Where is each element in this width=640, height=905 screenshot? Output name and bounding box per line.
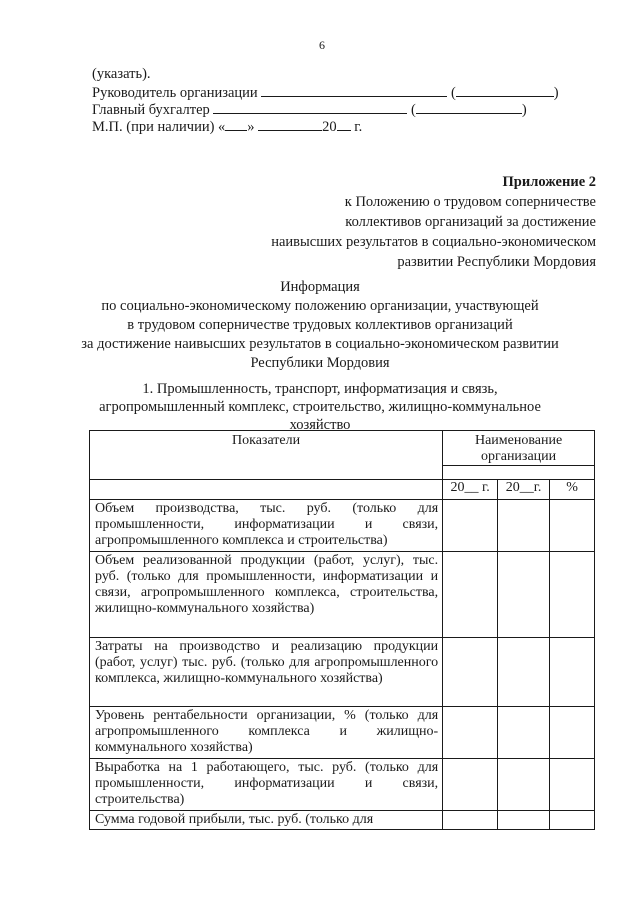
section-line: 1. Промышленность, транспорт, информатизация и связь, (142, 381, 498, 397)
seal-prefix: М.П. (при наличии) « (92, 119, 226, 135)
head-signature-line: Руководитель организации ( ) (92, 85, 559, 101)
head-signature-blank[interactable] (261, 83, 447, 97)
value-cell[interactable] (498, 707, 550, 759)
info-line: по социально-экономическому положению организации, участвующей (101, 298, 539, 314)
value-cell[interactable] (498, 759, 550, 811)
value-cell[interactable] (550, 638, 595, 707)
value-cell[interactable] (498, 552, 550, 638)
appendix-line: к Положению о трудовом соперничестве (344, 194, 596, 210)
header-organization: Наименование организации (443, 431, 595, 466)
section-line: агропромышленный комплекс, строительство, жилищно-коммунальное (99, 399, 541, 415)
value-cell[interactable] (443, 707, 498, 759)
header-org-spacer (443, 466, 595, 480)
seal-day-blank[interactable] (225, 117, 247, 131)
value-cell[interactable] (443, 811, 498, 830)
specify-note: (указать). (92, 66, 151, 82)
seal-date-line (92, 117, 362, 136)
info-heading (40, 278, 600, 373)
table-row (90, 811, 595, 830)
seal-year-blank[interactable] (337, 117, 351, 131)
accountant-signature-line: Главный бухгалтер ( ) (92, 102, 527, 118)
indicator-cell: Объем производства, тыс. руб. (только для промышленности, информатизации и связи, агропромышленного комплекса и строительства) (90, 500, 443, 552)
seal-month-blank[interactable] (258, 117, 322, 131)
accountant-label: Главный бухгалтер (92, 102, 210, 118)
header-indicators: Показатели (90, 431, 443, 480)
appendix-title: Приложение 2 (502, 174, 596, 190)
value-cell[interactable] (550, 552, 595, 638)
accountant-signature-blank[interactable] (213, 100, 407, 114)
appendix-block (271, 172, 596, 272)
value-cell[interactable] (443, 759, 498, 811)
appendix-line: наивысших результатов в социально-экономическом (271, 234, 596, 250)
header-year-2: 20__г. (498, 480, 550, 500)
table-row (90, 500, 595, 552)
info-title: Информация (280, 279, 360, 295)
seal-mid: » (247, 119, 255, 135)
info-line: Республики Мордовия (250, 355, 390, 371)
value-cell[interactable] (498, 500, 550, 552)
page-number: 6 (319, 38, 325, 52)
header-year-1: 20__ г. (443, 480, 498, 500)
indicator-cell: Уровень рентабельности организации, % (только для агропромышленного комплекса и жилищно-коммунального хозяйства) (90, 707, 443, 759)
appendix-line: развитии Республики Мордовия (397, 254, 596, 270)
value-cell[interactable] (550, 707, 595, 759)
indicator-cell: Выработка на 1 работающего, тыс. руб. (только для промышленности, информатизации и связи, строительства) (90, 759, 443, 811)
section-line: хозяйство (289, 417, 351, 433)
value-cell[interactable] (498, 811, 550, 830)
value-cell[interactable] (443, 500, 498, 552)
table-row (90, 552, 595, 638)
value-cell[interactable] (550, 500, 595, 552)
appendix-line: коллективов организаций за достижение (345, 214, 596, 230)
value-cell[interactable] (498, 638, 550, 707)
value-cell[interactable] (550, 759, 595, 811)
indicators-table (89, 430, 595, 830)
info-line: в трудовом соперничестве трудовых коллективов организаций (127, 317, 513, 333)
head-name-blank[interactable] (456, 83, 554, 97)
header-indicators-spacer (90, 480, 443, 500)
header-percent: % (550, 480, 595, 500)
table-row (90, 707, 595, 759)
indicator-cell: Сумма годовой прибыли, тыс. руб. (только для (90, 811, 443, 830)
seal-year: 20 (322, 119, 337, 135)
section-heading (40, 380, 600, 434)
seal-suffix: г. (354, 119, 363, 135)
table-row (90, 638, 595, 707)
table-row (90, 759, 595, 811)
value-cell[interactable] (443, 638, 498, 707)
value-cell[interactable] (550, 811, 595, 830)
indicator-cell: Объем реализованной продукции (работ, услуг), тыс. руб. (только для промышленности, информатизации и связи, агропромышленного комплекса, строительства, жилищно-коммунального хозяйства) (90, 552, 443, 638)
indicator-cell: Затраты на производство и реализацию продукции (работ, услуг) тыс. руб. (только для агропромышленного комплекса, жилищно-коммунального хозяйства) (90, 638, 443, 707)
accountant-name-blank[interactable] (416, 100, 522, 114)
head-label: Руководитель организации (92, 85, 258, 101)
info-line: за достижение наивысших результатов в социально-экономическом развитии (81, 336, 559, 352)
value-cell[interactable] (443, 552, 498, 638)
